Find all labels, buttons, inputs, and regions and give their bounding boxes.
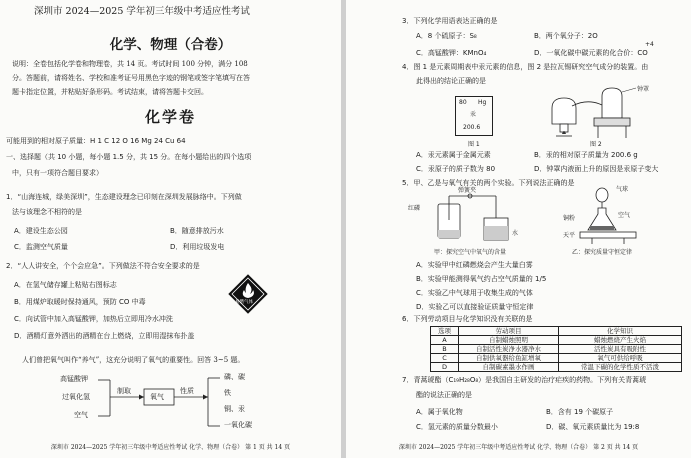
- label-balloon: 气球: [616, 186, 629, 193]
- diagram-property-label: 性质: [180, 387, 194, 395]
- q2-option-d: D．酒精灯意外洒出的酒精在台上燃烧，立即用湿抹布扑盖: [14, 332, 195, 340]
- q4-option-b: B．汞的相对原子质量为 200.6 g: [534, 151, 638, 159]
- element-symbol: Hg: [478, 99, 487, 106]
- q4-option-a: A．汞元素属于金属元素: [416, 151, 491, 159]
- figure-1-caption: 图 1: [468, 141, 480, 148]
- q1-option-b: B．随意排放污水: [170, 227, 224, 235]
- q3-option-b: B．两个氧分子：2O: [534, 32, 598, 40]
- q5-stem: 5．甲、乙是与氧气有关的两个实验。下列说法正确的是: [402, 179, 575, 187]
- q2-option-c: C．向试管中加入高锰酸钾，加热后立即用冷水冲洗: [14, 315, 173, 323]
- q7-option-a: A．属于氧化物: [416, 408, 463, 416]
- diagram-cu-hg: 铜、汞: [224, 405, 245, 413]
- q6-stem: 6．下列劳动项目与化学知识没有关联的是: [402, 315, 533, 323]
- experiment-b-apparatus: [568, 186, 648, 248]
- q1-option-a: A．建设生态公园: [14, 227, 68, 235]
- q2-option-b: B．用煤炉取暖时保持通风，预防 CO 中毒: [14, 298, 146, 306]
- exam-page-2: [346, 0, 691, 458]
- q2-option-a: A．在氢气储存罐上粘贴右图标志: [14, 281, 117, 289]
- diagram-p-c: 磷、碳: [224, 373, 245, 381]
- q3-option-c: C．高锰酸钾：KMnO₄: [416, 49, 487, 57]
- cell-labor: 自制活性炭净水器净水: [459, 345, 559, 354]
- q5-option-b: B．实验甲能测得氧气约占空气质量的 1/5: [416, 275, 547, 283]
- oxygen-concept-diagram: [0, 366, 341, 436]
- diagram-make-label: 制取: [117, 387, 131, 395]
- flammable-gas-sign-icon: [228, 274, 268, 314]
- label-copper-powder: 铜粉: [563, 215, 576, 222]
- section-1-heading: 一、选择题（共 10 小题，每小题 1.5 分，共 15 分。在每小题给出的四个选项: [6, 153, 252, 161]
- table-row: [431, 354, 682, 363]
- col-knowledge: 化学知识: [559, 327, 682, 336]
- exam-header: 深圳市 2024—2025 学年初三年级中考适应性考试: [34, 6, 250, 17]
- atomic-number: 80: [459, 99, 467, 106]
- q2-stem: 2．“人人讲安全，个个会应急”。下列做法不符合安全要求的是: [6, 262, 200, 270]
- labor-knowledge-table: [430, 326, 682, 372]
- caption-experiment-a: 甲：探究空气中氧气的含量: [434, 249, 507, 256]
- q5-option-c: C．实验乙中气球用于收集生成的气体: [416, 289, 533, 297]
- cell-knowledge: 常温下碳的化学性质不活泼: [559, 363, 682, 372]
- bell-jar-label: 钟罩: [637, 86, 650, 93]
- diagram-oxygen: 氧气: [150, 393, 164, 401]
- cell-option: A: [431, 336, 459, 345]
- paper-title: 化学、物理（合卷）: [109, 37, 232, 53]
- mercury-periodic-cell: [455, 96, 493, 136]
- q5-option-d: D．实验乙可以直接验证质量守恒定律: [416, 303, 534, 311]
- diagram-air: 空气: [74, 411, 88, 419]
- q3-option-d: D．一氧化碳中碳元素的化合价：CO: [534, 49, 648, 57]
- page-footer: 深圳市 2024—2025 学年初三年级中考适应性考试 化学、物理（合卷） 第 1 页 共 14 页: [50, 444, 291, 451]
- table-row: [431, 345, 682, 354]
- q3-5-intro: 人们曾把氧气叫作“养气”，这充分说明了氧气的重要性。回答 3~5 题。: [22, 356, 245, 364]
- table-row: [431, 336, 682, 345]
- label-air: 空气: [618, 212, 631, 219]
- label-red-phosphorus: 红磷: [408, 205, 421, 212]
- col-labor: 劳动项目: [459, 327, 559, 336]
- page-footer: 深圳市 2024—2025 学年初三年级中考适应性考试 化学、物理（合卷） 第 2 页 共 14 页: [398, 444, 639, 451]
- col-option: 选项: [431, 327, 459, 336]
- atomic-mass: 200.6: [463, 124, 481, 131]
- q1-stem: 1．“山海连城，绿美深圳”，生态建设理念已印刻在深圳发展脉络中。下列做: [6, 193, 242, 201]
- q4-stem: 4．图 1 是元素周期表中汞元素的信息，图 2 是拉瓦锡研究空气成分的装置。由: [402, 63, 649, 71]
- notes-line-1: 说明：全卷包括化学卷和物理卷，共 14 页。考试时间 100 分钟，满分 108: [12, 60, 248, 68]
- q3-valence: +4: [645, 41, 654, 48]
- cell-option: B: [431, 345, 459, 354]
- q4-option-c: C．汞原子的质子数为 80: [416, 165, 496, 173]
- q7-option-b: B．含有 19 个碳原子: [546, 408, 614, 416]
- q7-stem-cont: 酯的说法正确的是: [416, 391, 472, 399]
- cell-option: D: [431, 363, 459, 372]
- cell-labor: 自制蜡烛照明: [459, 336, 559, 345]
- q1-stem-cont: 法与该理念不相符的是: [12, 208, 82, 216]
- notes-line-3: 题卡指定位置，并粘贴好条形码。考试结束，请将答题卡交回。: [12, 88, 208, 96]
- element-name: 汞: [470, 111, 477, 118]
- cell-knowledge: 活性炭具有吸附性: [559, 345, 682, 354]
- diagram-kmno4: 高锰酸钾: [60, 375, 88, 383]
- q1-option-c: C．监测空气质量: [14, 243, 68, 251]
- atomic-masses: 可能用到的相对原子质量：H 1 C 12 O 16 Mg 24 Cu 64: [6, 137, 186, 145]
- q3-stem: 3．下列化学用语表达正确的是: [402, 17, 498, 25]
- lavoisier-apparatus: [542, 84, 652, 144]
- caption-experiment-b: 乙：探究质量守恒定律: [572, 249, 633, 256]
- q7-stem: 7．青蒿琥酯（C₁₉H₂₈O₈）是我国自主研发的治疗疟疾的药物。下列有关青蒿琥: [402, 376, 647, 384]
- label-spring-clip: 弹簧夹: [458, 187, 477, 194]
- q7-option-d: D．碳、氧元素质量比为 19:8: [546, 423, 640, 431]
- table-row: [431, 363, 682, 372]
- chemistry-section-title: 化学卷: [144, 108, 196, 126]
- q4-option-d: D．钟罩内液面上升的原因是汞原子变大: [534, 165, 659, 173]
- sign-label: 易燃气体: [235, 300, 253, 305]
- cell-knowledge: 氧气可供给呼吸: [559, 354, 682, 363]
- cell-option: C: [431, 354, 459, 363]
- diagram-h2o2: 过氧化氢: [62, 393, 90, 401]
- section-1-heading-cont: 中，只有一项符合题目要求）: [12, 169, 103, 177]
- diagram-co: 一氧化碳: [224, 421, 252, 429]
- diagram-fe: 铁: [224, 389, 231, 397]
- label-water: 水: [512, 230, 519, 237]
- cell-knowledge: 蜡烛燃烧产生火焰: [559, 336, 682, 345]
- notes-line-2: 分。答题前，请将姓名、学校和准考证号用黑色字迹的钢笔或签字笔填写在答: [12, 74, 250, 82]
- cell-labor: 自制碳素墨水作画: [459, 363, 559, 372]
- cell-labor: 自制供氧器给鱼缸增氧: [459, 354, 559, 363]
- q1-option-d: D．利用垃圾发电: [170, 243, 225, 251]
- exam-page-1: [0, 0, 341, 458]
- q4-stem-cont: 此得出的结论正确的是: [416, 77, 486, 85]
- q3-option-a: A．8 个硫原子：S₈: [416, 32, 477, 40]
- label-balance: 天平: [563, 232, 576, 239]
- q5-option-a: A．实验甲中红磷燃烧会产生大量白雾: [416, 261, 533, 269]
- q7-option-c: C．氢元素的质量分数最小: [416, 423, 498, 431]
- figure-2-caption: 图 2: [590, 141, 602, 148]
- table-header-row: [431, 327, 682, 336]
